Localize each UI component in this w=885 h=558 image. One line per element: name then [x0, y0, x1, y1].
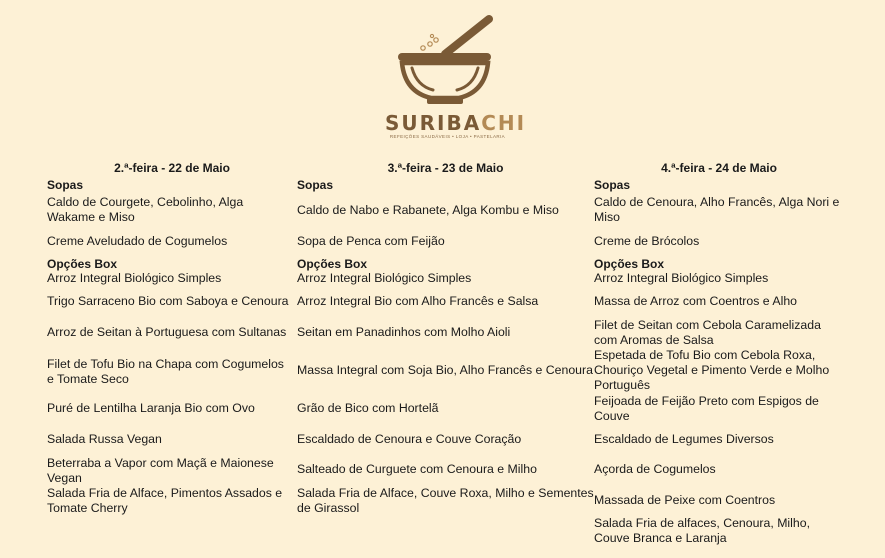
- logo: [385, 10, 527, 145]
- day-header: 3.ª-feira - 23 de Maio: [387, 161, 504, 175]
- mortar-pestle-icon: [385, 10, 515, 115]
- soups-label: Sopas: [594, 178, 631, 192]
- menu-item: Açorda de Cogumelos: [594, 462, 716, 476]
- menu-item: Salada Russa Vegan: [47, 432, 162, 446]
- box-options-label: Opções Box: [594, 257, 665, 271]
- menu-item: Massada de Peixe com Coentros: [594, 493, 776, 507]
- menu-item: Escaldado de Cenoura e Couve Coração: [297, 432, 522, 446]
- menu-item: Creme Aveludado de Cogumelos: [47, 234, 228, 248]
- brand-name: SURIBACHI: [385, 111, 527, 135]
- menu-item: Caldo de Courgete, Cebolinho, Alga Wakame e Miso: [47, 195, 244, 224]
- menu-item: Salada Fria de Alface, Pimentos Assados e Tomate Cherry: [47, 486, 283, 515]
- day-header: 2.ª-feira - 22 de Maio: [114, 161, 230, 175]
- menu-item: Filet de Tofu Bio na Chapa com Cogumelos e Tomate Seco: [47, 357, 284, 386]
- menu-item: Arroz Integral Biológico Simples: [594, 271, 769, 285]
- menu-item: Seitan em Panadinhos com Molho Aioli: [297, 325, 511, 339]
- menu-item: Trigo Sarraceno Bio com Saboya e Cenoura: [47, 294, 289, 308]
- menu-item: Caldo de Cenoura, Alho Francês, Alga Nori e Miso: [594, 195, 840, 224]
- day-header: 4.ª-feira - 24 de Maio: [661, 161, 777, 175]
- menu-item: Sopa de Penca com Feijão: [297, 234, 445, 248]
- menu-item: Grão de Bico com Hortelã: [297, 401, 439, 415]
- menu-item: Filet de Seitan com Cebola Caramelizada com Aromas de Salsa: [594, 318, 821, 347]
- menu-item: Escaldado de Legumes Diversos: [594, 432, 774, 446]
- menu-item: Salada Fria de alfaces, Cenoura, Milho, Couve Branca e Laranja: [594, 516, 810, 545]
- menu-item: Beterraba a Vapor com Maçã e Maionese Vegan: [47, 456, 274, 485]
- menu-item: Massa Integral com Soja Bio, Alho Francês e Cenoura: [297, 363, 593, 377]
- menu-item: Creme de Brócolos: [594, 234, 700, 248]
- box-options-label: Opções Box: [297, 257, 368, 271]
- menu-item: Caldo de Nabo e Rabanete, Alga Kombu e Miso: [297, 203, 559, 217]
- menu-item: Feijoada de Feijão Preto com Espigos de Couve: [594, 394, 819, 423]
- menu-item: Puré de Lentilha Laranja Bio com Ovo: [47, 401, 255, 415]
- menu-item: Arroz Integral Bio com Alho Francês e Salsa: [297, 294, 539, 308]
- menu-item: Espetada de Tofu Bio com Cebola Roxa, Chouriço Vegetal e Pimento Verde e Molho Português: [594, 347, 830, 392]
- brand-tagline: REFEIÇÕES SAUDÁVEIS • LOJA • PASTELARIA: [389, 134, 506, 139]
- soups-label: Sopas: [297, 178, 334, 192]
- menu-item: Salteado de Curguete com Cenoura e Milho: [297, 462, 537, 476]
- menu-item: Massa de Arroz com Coentros e Alho: [594, 294, 797, 308]
- menu-item: Arroz de Seitan à Portuguesa com Sultanas: [47, 325, 287, 339]
- menu-item: Salada Fria de Alface, Couve Roxa, Milho e Sementes de Girassol: [297, 486, 594, 515]
- menu-item: Arroz Integral Biológico Simples: [47, 271, 222, 285]
- box-options-label: Opções Box: [47, 257, 118, 271]
- menu-item: Arroz Integral Biológico Simples: [297, 271, 472, 285]
- soups-label: Sopas: [47, 178, 84, 192]
